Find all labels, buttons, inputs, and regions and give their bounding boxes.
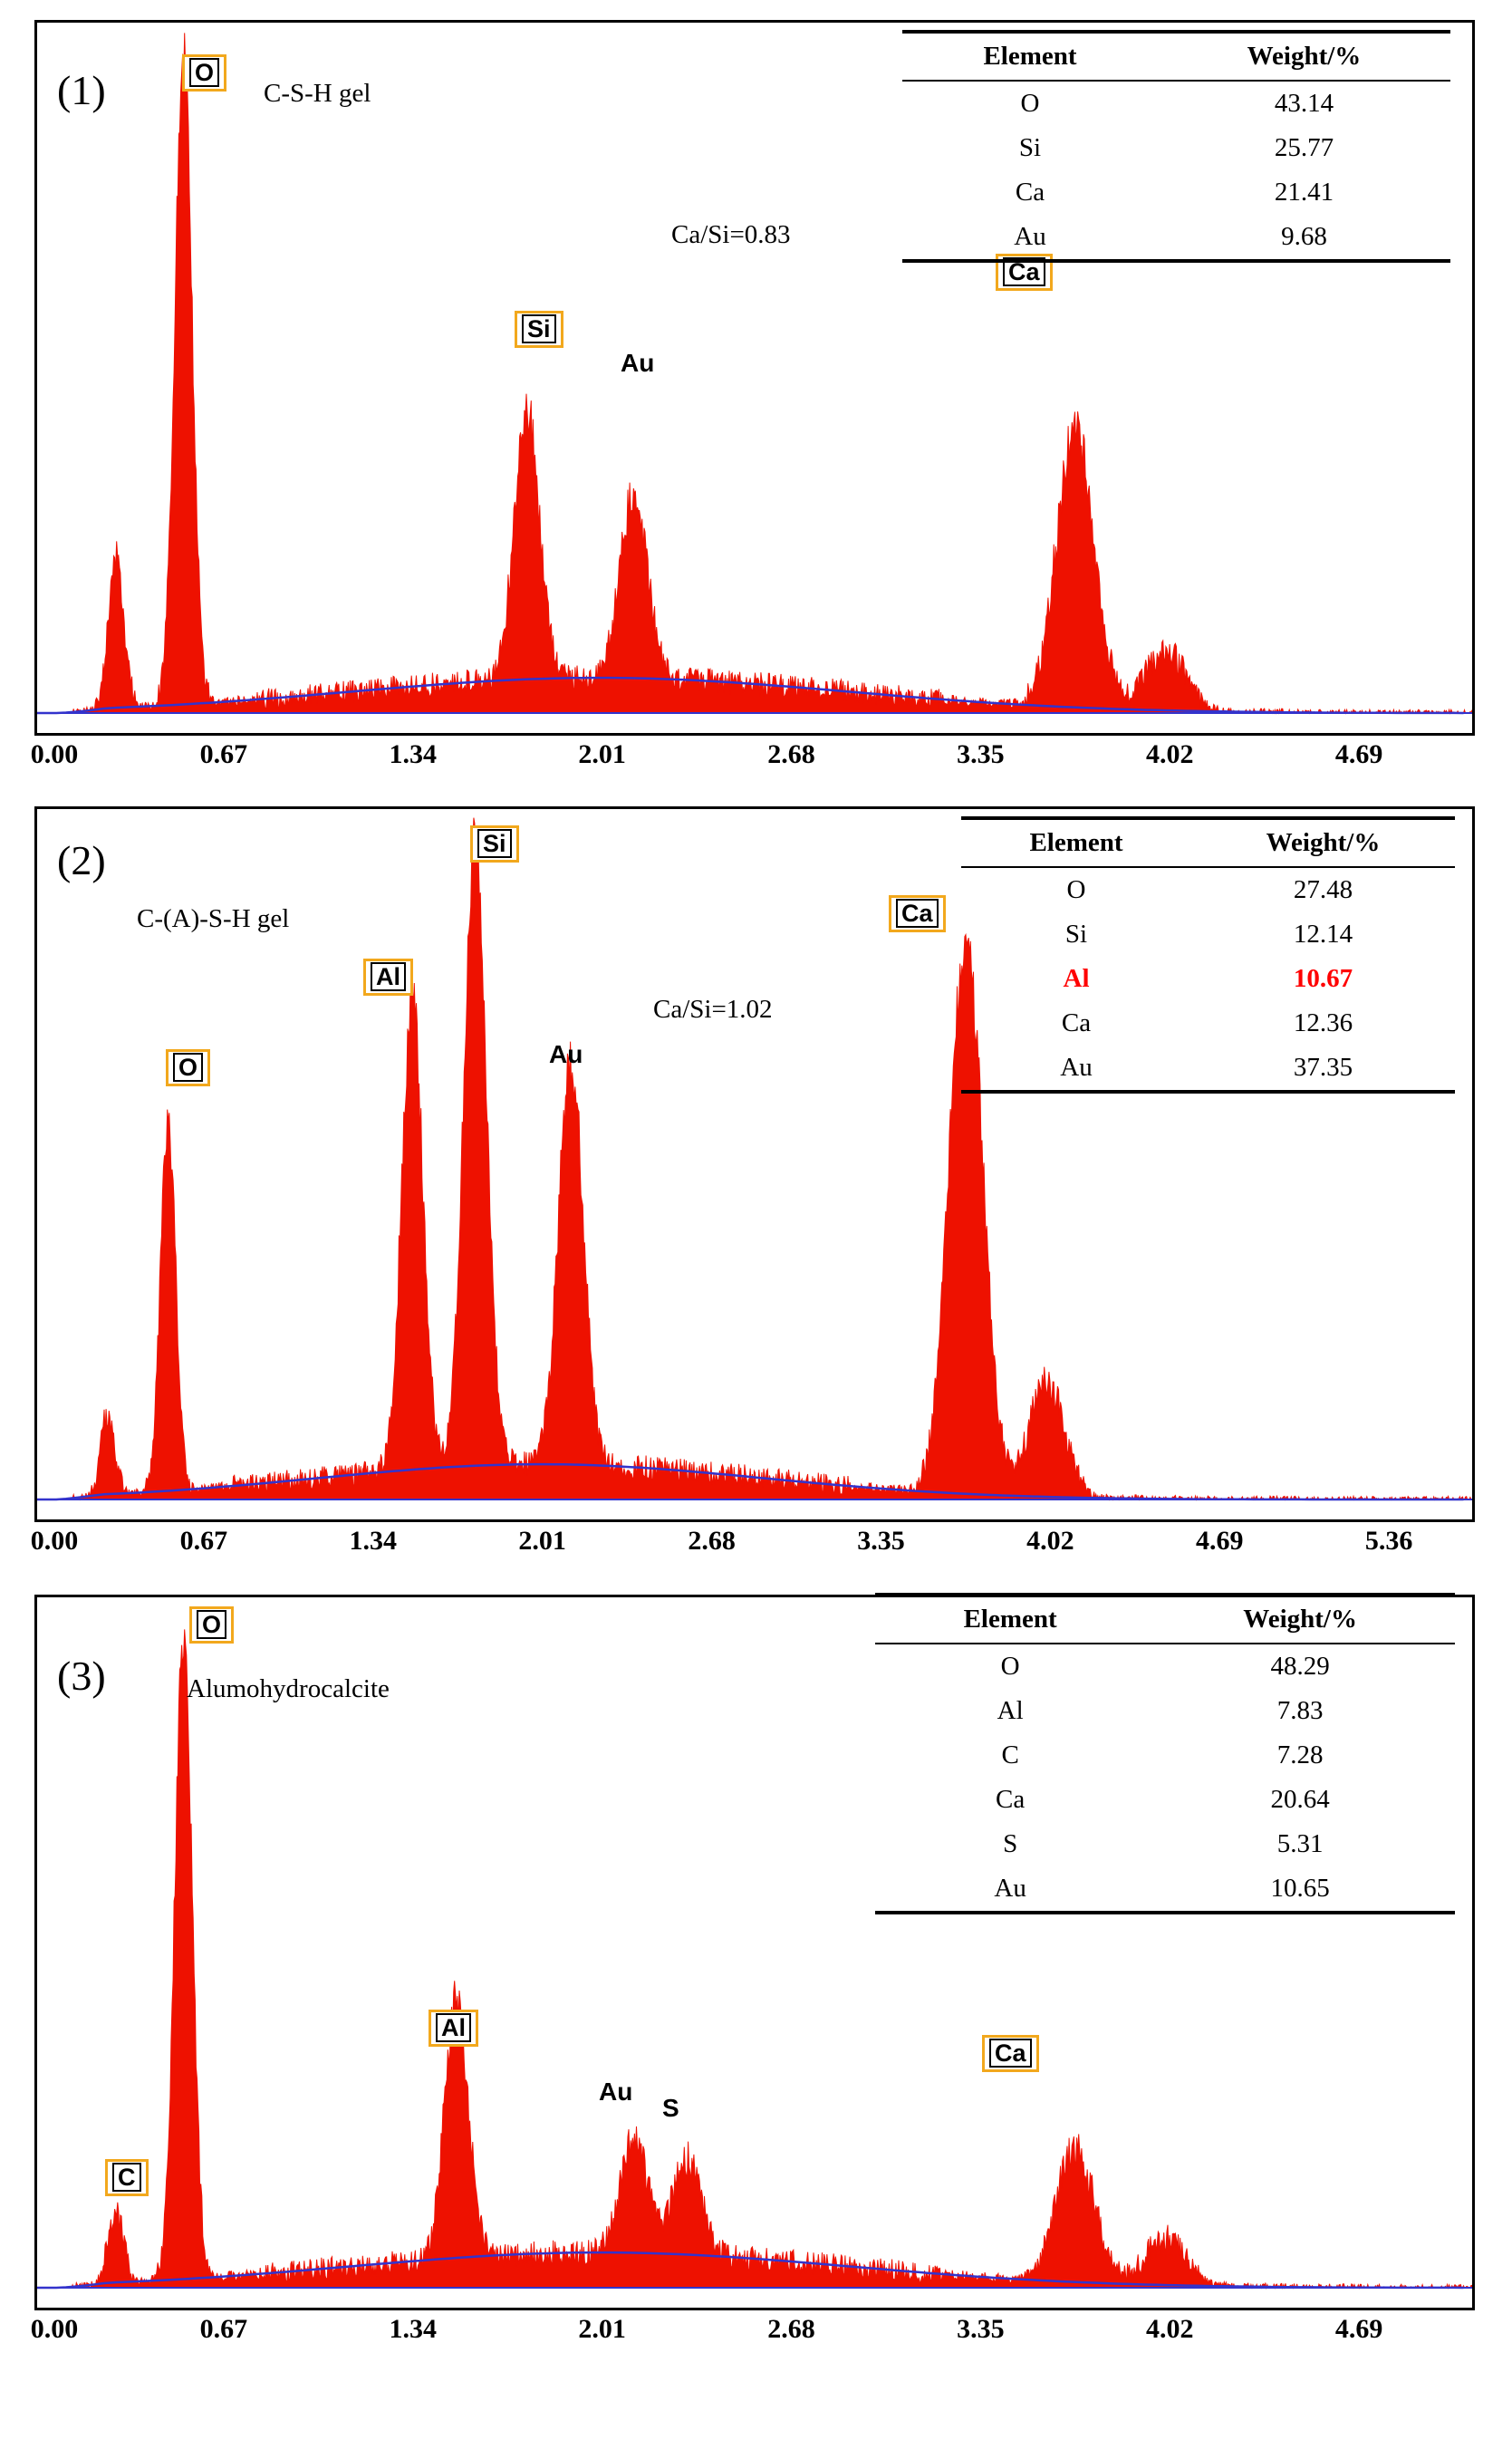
- cell-element: O: [1020, 89, 1040, 118]
- axis-tick: 2.01: [578, 739, 626, 769]
- axis-tick: 2.68: [767, 739, 815, 769]
- table-row: [902, 215, 1450, 261]
- peak-label-au: Au: [621, 349, 655, 377]
- axis-tick: 0.67: [179, 1526, 228, 1556]
- axis-tick: 5.36: [1364, 1526, 1413, 1556]
- peak-label-ca: [889, 895, 946, 932]
- panel-index-1: (1): [57, 67, 106, 113]
- axis-tick: 0.00: [30, 739, 79, 769]
- axis-tick: 0.67: [199, 739, 248, 769]
- cell-weight: 37.35: [1191, 1046, 1455, 1092]
- cell-weight: 20.64: [1270, 1785, 1330, 1814]
- cell-element: C: [1001, 1740, 1019, 1769]
- axis-tick: 3.35: [857, 1526, 905, 1556]
- table-row: [875, 1778, 1455, 1822]
- axis-tick: 0.00: [30, 2314, 79, 2344]
- table-row: [902, 170, 1450, 215]
- peak-label-al: [363, 959, 413, 996]
- axis-tick: 2.68: [688, 1526, 736, 1556]
- table-row: [961, 957, 1455, 1001]
- col-header-weight: Weight/%: [1191, 818, 1455, 867]
- cell-weight: 7.28: [1276, 1740, 1324, 1769]
- phase-label-1: C-S-H gel: [264, 79, 371, 108]
- cell-weight: 10.67: [1293, 964, 1353, 993]
- cell-element: Ca: [996, 1785, 1026, 1814]
- peak-label-c: [105, 2159, 149, 2196]
- peak-label-text: Al: [371, 962, 406, 991]
- cell-element: Au: [875, 1866, 1145, 1913]
- cell-weight: 27.48: [1293, 875, 1353, 904]
- phase-label-2: C-(A)-S-H gel: [137, 904, 290, 933]
- peak-label-o: [166, 1049, 210, 1086]
- eds-table-2: [961, 816, 1455, 1094]
- col-header-element: Element: [875, 1595, 1145, 1644]
- x-axis-3: [30, 2310, 1475, 2365]
- table-row: [875, 1644, 1455, 1689]
- peak-label-o: [182, 54, 226, 92]
- cell-weight: 12.36: [1293, 1008, 1353, 1037]
- table-header-row: [902, 32, 1450, 81]
- eds-table-3: [875, 1593, 1455, 1914]
- cell-element: O: [1066, 875, 1086, 904]
- peak-label-au: Au: [549, 1040, 583, 1068]
- cell-element: O: [1000, 1652, 1020, 1681]
- table-row: [875, 1866, 1455, 1913]
- cell-element: Al: [997, 1696, 1024, 1725]
- peak-label-text: Al: [436, 2013, 471, 2042]
- panel-index-3: (3): [57, 1653, 106, 1699]
- cell-element: Au: [961, 1046, 1191, 1092]
- col-header-element: Element: [961, 818, 1191, 867]
- axis-tick: 4.02: [1146, 2314, 1194, 2344]
- table-row: [961, 1046, 1455, 1092]
- cell-element: Al: [1063, 964, 1090, 993]
- cell-element: Si: [1064, 920, 1088, 949]
- peak-label-text: Si: [522, 314, 556, 343]
- table-header-row: [875, 1595, 1455, 1644]
- table-row: [961, 867, 1455, 912]
- axis-tick: 1.34: [389, 739, 437, 769]
- eds-panel-2: [34, 806, 1475, 1522]
- panel-index-2: (2): [57, 837, 106, 883]
- axis-tick: 3.35: [957, 2314, 1005, 2344]
- axis-tick: 4.69: [1196, 1526, 1244, 1556]
- table-row: [902, 126, 1450, 170]
- peak-label-text: Ca: [989, 2039, 1032, 2068]
- axis-tick: 3.35: [957, 739, 1005, 769]
- x-axis-1: [30, 736, 1475, 790]
- eds-panel-1: [34, 20, 1475, 736]
- table-row: [875, 1733, 1455, 1778]
- eds-panel-3: [34, 1595, 1475, 2310]
- table-row: [875, 1689, 1455, 1733]
- peak-label-text: Ca: [896, 899, 939, 928]
- cell-element: Ca: [1061, 1008, 1092, 1037]
- axis-tick: 2.01: [578, 2314, 626, 2344]
- table-row: [961, 912, 1455, 957]
- axis-tick: 4.02: [1146, 739, 1194, 769]
- cell-element: Ca: [1015, 178, 1045, 207]
- col-header-element: Element: [902, 32, 1158, 81]
- ratio-label-1: Ca/Si=0.83: [671, 220, 791, 249]
- table-row: [902, 81, 1450, 126]
- axis-tick: 4.69: [1334, 2314, 1383, 2344]
- cell-element: Si: [1018, 133, 1042, 162]
- peak-label-al: [429, 2010, 478, 2047]
- cell-element: S: [1003, 1829, 1018, 1858]
- axis-tick: 4.02: [1026, 1526, 1074, 1556]
- peak-label-text: O: [189, 58, 219, 87]
- cell-element: Au: [902, 215, 1158, 261]
- eds-table-1: [902, 30, 1450, 263]
- peak-label-text: Ca: [1003, 257, 1045, 286]
- axis-tick: 0.00: [30, 1526, 79, 1556]
- cell-weight: 7.83: [1276, 1696, 1324, 1725]
- ratio-label-2: Ca/Si=1.02: [653, 995, 773, 1024]
- peak-label-text: Si: [477, 829, 512, 858]
- axis-tick: 4.69: [1334, 739, 1383, 769]
- phase-label-3: Alumohydrocalcite: [187, 1674, 390, 1703]
- peak-label-si: [470, 825, 519, 863]
- table-header-row: [961, 818, 1455, 867]
- cell-weight: 43.14: [1274, 89, 1334, 118]
- axis-tick: 1.34: [349, 1526, 398, 1556]
- peak-label-ca: [982, 2035, 1039, 2072]
- axis-tick: 0.67: [199, 2314, 248, 2344]
- cell-weight: 25.77: [1274, 133, 1334, 162]
- axis-tick: 1.34: [389, 2314, 437, 2344]
- peak-label-text: O: [197, 1610, 226, 1639]
- peak-label-au: Au: [599, 2078, 633, 2106]
- peak-label-text: C: [112, 2163, 141, 2192]
- cell-weight: 10.65: [1145, 1866, 1455, 1913]
- table-row: [961, 1001, 1455, 1046]
- cell-weight: 12.14: [1293, 920, 1353, 949]
- axis-tick: 2.01: [518, 1526, 566, 1556]
- col-header-weight: Weight/%: [1145, 1595, 1455, 1644]
- peak-label-si: [515, 311, 563, 348]
- peak-label-o: [189, 1606, 234, 1644]
- cell-weight: 48.29: [1270, 1652, 1330, 1681]
- peak-label-text: O: [173, 1053, 203, 1082]
- cell-weight: 21.41: [1274, 178, 1334, 207]
- cell-weight: 5.31: [1276, 1829, 1324, 1858]
- peak-label-s: S: [662, 2094, 679, 2122]
- table-row: [875, 1822, 1455, 1866]
- axis-tick: 2.68: [767, 2314, 815, 2344]
- cell-weight: 9.68: [1158, 215, 1450, 261]
- col-header-weight: Weight/%: [1158, 32, 1450, 81]
- x-axis-2: [30, 1522, 1475, 1576]
